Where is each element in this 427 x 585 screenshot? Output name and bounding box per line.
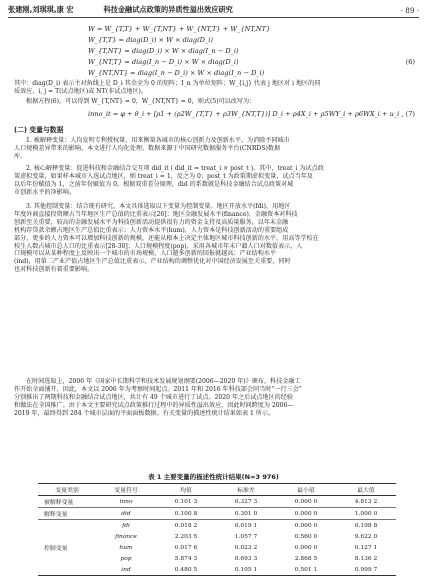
text-line: 也对科技创新有着重要影响。 — [14, 266, 94, 274]
variable-symbol: did — [121, 510, 131, 517]
header-title: 科技金融试点政策的异质性溢出效应研究 — [103, 5, 233, 14]
paragraph-3 — [14, 203, 419, 274]
table-cell: 0.501 1 — [294, 566, 318, 573]
text-line: 年度外商直接投资额占当年地区生产总值的比重表示[26]；地区金融发展水平(finance)，金融资本对科技 — [14, 210, 298, 218]
variable-symbol: hum — [119, 544, 133, 551]
table-cell: 0.560 0 — [294, 533, 318, 540]
table-cell: 0.301 0 — [234, 510, 258, 517]
text-line: 分别推出了两期科技和金融结合试点地区，共计有 49 个城市进行了试点。2020 年之后试点地区的经验 — [14, 393, 293, 401]
text-line: 2. 核心解释变量：促进科技和金融结合交互项 did_it ( did_it = treat_i × post_t )。其中，treat_i 为试点政 — [26, 165, 324, 172]
text-line: 市创新水平的净影响。 — [14, 188, 75, 196]
variable-symbol: inno — [119, 498, 133, 505]
paragraph-4 — [14, 378, 419, 418]
equation-line: W_{T,NT} = diag(D_i) × W × diag(I_n − D_i) — [88, 47, 239, 55]
text-line: 创新至关重要，较高的金融发展水平为科技创新活动提供很有力的资金支持及高质量服务，以年末金融 — [14, 218, 289, 226]
table-row — [38, 520, 396, 532]
descriptive-stats-table — [38, 483, 396, 576]
text-line: 机构存贷款余额占地区生产总值比重表示；人力资本水平(hum)，人力资本是科技创新活动的重要组成 — [14, 226, 289, 234]
text-line: 2019 年，最终得到 284 个城市层面的平面面板数据。有关变量的描述性统计结果如表 1 所示。 — [14, 409, 275, 417]
running-header — [8, 3, 419, 18]
table-cell: 1.057 7 — [234, 533, 258, 540]
table-cell: 9.622 0 — [354, 533, 378, 540]
column-header: 标准差 — [237, 488, 255, 494]
variable-symbol: fdi — [122, 522, 130, 529]
table-cell: 2.868 5 — [294, 555, 318, 562]
table-cell: 0.017 6 — [174, 544, 198, 551]
text-line: 策虚拟变量，如果样本城市入选试点地区，则 treat_i = 1，反之为 0；post_t 为政策期虚拟变量，试点当年及 — [14, 172, 313, 180]
table-cell: 0.198 8 — [354, 522, 378, 529]
text-line: 库。 — [14, 152, 27, 160]
equation-number: (7) — [405, 110, 415, 118]
table-cell: 0.000 0 — [294, 544, 318, 551]
equation-7: inno_it = φ + θ_i + [ρ1 + (ρ2W_{T,T} + ρ3W_{NT,T})] D_i + ρ4X_i + ρ5WY_i + ρ6WX_i + u_i , — [88, 110, 404, 118]
table-cell: 0.019 1 — [234, 522, 258, 529]
text-line: 在时间选取上，2006 年《国家中长期科学和技术发展规划纲要(2006—2020 年)》颁布，科技金融工 — [26, 378, 301, 385]
column-header: 均值 — [180, 488, 192, 494]
text-line: 人口规模差异带来的影响，本文进行人均化处理。数据来源于中国研究数据服务平台(CNRDS)数据 — [14, 144, 281, 152]
column-header: 最大值 — [357, 488, 375, 494]
paragraph-1 — [14, 137, 419, 161]
table-cell: 8.136 2 — [354, 555, 378, 562]
table-cell: 0.999 7 — [354, 566, 378, 573]
text-line: 和做法在全国推广。由于本文主要研究试点政策推行过程中的异质性溢出效应，因此时间跨度为 2006— — [14, 401, 294, 409]
equation-line: W_{NT,NT} = diag(I_n − D_i) × W × diag(I_n − D_i) — [88, 69, 265, 77]
table-cell: 0.000 0 — [294, 522, 318, 529]
text-line: 3. 其他控制变量：结合现有研究，本文具体选取以下变量为控制变量。地区开放水平(fdi)，用地区 — [26, 203, 291, 210]
paragraph — [14, 98, 419, 106]
category-cell: 控制变量 — [44, 546, 68, 552]
equation-number: (6) — [405, 58, 415, 66]
table-cell: 0.018 2 — [174, 522, 198, 529]
equation-line: W_{NT,T} = diag(I_n − D_i) × W × diag(D_i) — [88, 58, 239, 66]
header-authors: 张建刚,刘琪琪,康 宏 — [8, 5, 74, 14]
column-header: 最小值 — [297, 488, 315, 494]
table-cell: 0.105 1 — [234, 566, 258, 573]
table-cell: 5.874 3 — [174, 555, 198, 562]
category-cell: 解释变量 — [44, 512, 68, 518]
text-line: 1. 被解释变量：人均发明专利授权量，用来衡量各城市的核心创新力及创新水平。为消除不同城市 — [26, 137, 290, 144]
column-header: 变量符号 — [114, 488, 138, 494]
text-line: 根据方程(6)，可以得到 W_{T,NT} = 0，W_{NT,NT} = 0，则式(5)可以改写为： — [26, 98, 256, 105]
table-cell: 4.813 2 — [354, 498, 378, 505]
section-heading: (二) 变量与数据 — [14, 126, 64, 134]
table-cell: 0.100 8 — [174, 510, 198, 517]
variable-symbol: finance — [115, 533, 137, 540]
text-line: 以后年份赋值为 1，之前年份赋值为 0。根据双重差分原理，did 的系数就是科技金融结合试点政策对城 — [14, 180, 294, 188]
table-cell: 0.000 0 — [294, 510, 318, 517]
variable-symbol: ind — [121, 566, 131, 573]
category-cell: 被解释变量 — [44, 500, 74, 506]
text-line: 口规模可以从某种程度上反映出一个城市的市场规模，人口越多创新的回报就越高；产业结构水平 — [14, 250, 277, 258]
table-cell: 0.480 5 — [174, 566, 198, 573]
table-row — [38, 508, 396, 520]
equation-line: W = W_{T,T} + W_{T,NT} + W_{NT,T} + W_{NT,NT} — [88, 25, 271, 33]
variable-symbol: pop — [120, 555, 132, 562]
text-line: 校生人数占城市总人口的比重表示[28-30]；人口规模程度(pop)，采用各城市年末户籍人口对数值表示，人 — [14, 242, 303, 250]
table-cell: 0.127 1 — [354, 544, 378, 551]
table-cell: 0.023 2 — [234, 544, 258, 551]
text-line: 其中：diag(D_i) 表示主对角线上是 D_i 其余全为 0 的矩阵；I_n 为单位矩阵；W_{i,j} 代表 j 地区对 i 地区的同 — [14, 80, 321, 87]
text-line: 部分，更多的人力资本可以增加科技创新的规模，还能从根本上决定主体地区城市科技创新的水平，用高等学校在 — [14, 234, 319, 242]
paragraph — [14, 80, 419, 96]
equation-line: W_{T,T} = diag(D_i) × W × diag(D_i) — [88, 36, 213, 44]
column-header: 变量类别 — [55, 488, 79, 494]
page-number: · 89 · — [400, 5, 419, 15]
table-cell: 0.101 3 — [174, 498, 198, 505]
text-line: (ind)，用第二产业产值占地区生产总值比重表示，产业结构的调整优化对中国经济发展至关重要，同时 — [14, 258, 291, 266]
text-line: 质效应，i, j = T(试点地区)或 NT(非试点地区)。 — [14, 87, 148, 95]
paragraph-2 — [14, 165, 419, 197]
table-cell: 1.000 0 — [354, 510, 378, 517]
table-cell: 0.693 3 — [234, 555, 258, 562]
table-header-row — [38, 484, 396, 496]
table-cell: 0.000 0 — [294, 498, 318, 505]
table-cell: 2.203 5 — [174, 533, 198, 540]
table-row — [38, 496, 396, 508]
text-line: 作开始全面铺开，因此，本文以 2006 年为考察时间起点。2011 年和 2016 年科技部会同当时“一行三会” — [14, 385, 302, 393]
table-caption: 表 1 主要变量的描述性统计结果(N=3 976) — [148, 473, 279, 481]
table-cell: 0.327 3 — [234, 498, 258, 505]
